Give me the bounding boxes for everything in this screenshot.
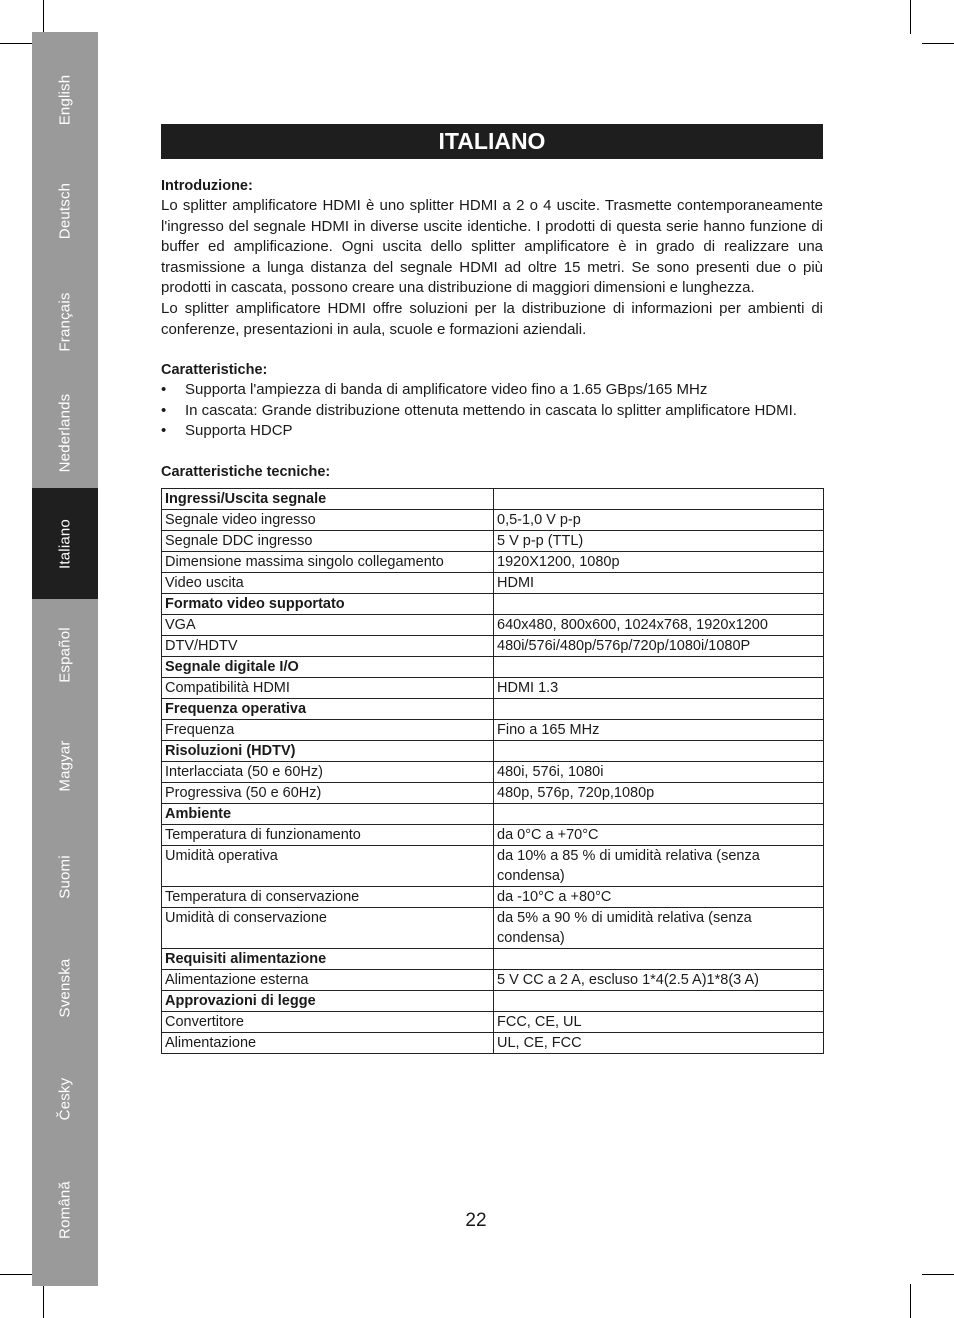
sidebar-tab-label: Español	[56, 626, 74, 683]
table-cell-value: 0,5-1,0 V p-p	[494, 509, 824, 530]
table-cell-label: Formato video supportato	[162, 593, 494, 614]
table-group-row	[162, 990, 824, 1011]
table-group-row	[162, 698, 824, 719]
crop-mark	[922, 1274, 954, 1275]
sidebar-tab-label: Suomi	[56, 854, 74, 899]
table-group-row	[162, 803, 824, 824]
specs-table	[161, 488, 824, 1054]
sidebar-tab-label: Česky	[56, 1077, 74, 1120]
table-row	[162, 886, 824, 907]
table-cell-label: Umidità operativa	[162, 845, 494, 886]
sidebar-tab-english[interactable]	[32, 44, 98, 155]
language-sidebar	[32, 32, 98, 1286]
table-cell-value: da 5% a 90 % di umidità relativa (senza condensa)	[494, 907, 824, 948]
table-cell-value: 480i/576i/480p/576p/720p/1080i/1080P	[494, 635, 824, 656]
table-row	[162, 614, 824, 635]
table-cell-label: DTV/HDTV	[162, 635, 494, 656]
sidebar-tab-label: Svenska	[56, 958, 74, 1017]
sidebar-tab-label: Italiano	[56, 518, 74, 569]
features-heading: Caratteristiche:	[161, 362, 268, 379]
sidebar-tab-magyar[interactable]	[32, 710, 98, 821]
table-cell-value: HDMI	[494, 572, 824, 593]
table-row	[162, 1032, 824, 1053]
table-row	[162, 782, 824, 803]
table-row	[162, 761, 824, 782]
table-cell-value: 5 V p-p (TTL)	[494, 530, 824, 551]
table-cell-label: Frequenza	[162, 719, 494, 740]
sidebar-tab-italiano[interactable]	[32, 488, 98, 599]
table-cell-value: 480p, 576p, 720p,1080p	[494, 782, 824, 803]
sidebar-tab-français[interactable]	[32, 266, 98, 377]
table-cell-label: Video uscita	[162, 572, 494, 593]
table-row	[162, 530, 824, 551]
table-cell-value: da 0°C a +70°C	[494, 824, 824, 845]
crop-mark	[922, 43, 954, 44]
table-row	[162, 635, 824, 656]
table-row	[162, 907, 824, 948]
sidebar-tab-label: Română	[56, 1180, 74, 1239]
table-row	[162, 969, 824, 990]
page-number: 22	[465, 1210, 487, 1231]
sidebar-tab-česky[interactable]	[32, 1043, 98, 1154]
sidebar-tab-label: Nederlands	[56, 393, 74, 472]
table-row	[162, 845, 824, 886]
table-cell-label: VGA	[162, 614, 494, 635]
table-cell-value: da -10°C a +80°C	[494, 886, 824, 907]
table-cell-value	[494, 948, 824, 969]
table-cell-label: Convertitore	[162, 1011, 494, 1032]
table-group-row	[162, 488, 824, 509]
sidebar-tab-nederlands[interactable]	[32, 377, 98, 488]
table-group-row	[162, 656, 824, 677]
crop-mark	[0, 1274, 32, 1275]
table-group-row	[162, 948, 824, 969]
sidebar-tab-svenska[interactable]	[32, 932, 98, 1043]
table-cell-label: Temperatura di conservazione	[162, 886, 494, 907]
features-list	[161, 380, 823, 442]
table-cell-label: Dimensione massima singolo collegamento	[162, 551, 494, 572]
crop-mark	[910, 0, 911, 34]
table-cell-value	[494, 698, 824, 719]
table-row	[162, 572, 824, 593]
crop-mark	[43, 0, 44, 34]
table-row	[162, 824, 824, 845]
table-cell-label: Alimentazione	[162, 1032, 494, 1053]
sidebar-tab-label: Français	[56, 291, 74, 352]
sidebar-tab-suomi[interactable]	[32, 821, 98, 932]
intro-paragraph: Lo splitter amplificatore HDMI è uno splitter HDMI a 2 o 4 uscite. Trasmette contemporaneamente l'ingresso del segnale HDMI in diverse uscite identiche. I prodotti di questa serie hanno funzione di buffer ed amplificazione. Ogni uscita dello splitter amplificatore è in grado di realizzare una trasmissione a lunga distanza del segnale HDMI ad oltre 15 metri. Se sono presenti due o più prodotti in cascata, possono creare una distribuzione di maggiori dimensioni e lunghezza.	[161, 197, 823, 297]
table-cell-label: Ambiente	[162, 803, 494, 824]
table-cell-value	[494, 593, 824, 614]
table-cell-label: Segnale DDC ingresso	[162, 530, 494, 551]
table-cell-label: Requisiti alimentazione	[162, 948, 494, 969]
list-item: • In cascata: Grande distribuzione ottenuta mettendo in cascata lo splitter amplificatore HDMI.	[161, 401, 823, 422]
intro-paragraph: Lo splitter amplificatore HDMI offre soluzioni per la distribuzione di informazioni per ambienti di conferenze, presentazioni in aula, scuole e formazioni aziendali.	[161, 299, 823, 338]
crop-mark	[0, 43, 32, 44]
table-cell-value: HDMI 1.3	[494, 677, 824, 698]
bullet-icon: •	[161, 401, 167, 419]
table-cell-label: Risoluzioni (HDTV)	[162, 740, 494, 761]
table-row	[162, 719, 824, 740]
table-cell-value: 5 V CC a 2 A, escluso 1*4(2.5 A)1*8(3 A)	[494, 969, 824, 990]
table-cell-label: Progressiva (50 e 60Hz)	[162, 782, 494, 803]
intro-heading: Introduzione:	[161, 178, 253, 194]
sidebar-tab-label: English	[56, 74, 74, 125]
list-item: • Supporta l'ampiezza di banda di amplificatore video fino a 1.65 GBps/165 MHz	[161, 380, 823, 401]
table-row	[162, 551, 824, 572]
sidebar-tab-deutsch[interactable]	[32, 155, 98, 266]
page-content	[161, 124, 823, 1054]
table-cell-label: Interlacciata (50 e 60Hz)	[162, 761, 494, 782]
table-cell-value: Fino a 165 MHz	[494, 719, 824, 740]
table-cell-value	[494, 656, 824, 677]
sidebar-tab-română[interactable]	[32, 1154, 98, 1265]
table-cell-label: Umidità di conservazione	[162, 907, 494, 948]
table-cell-value: 1920X1200, 1080p	[494, 551, 824, 572]
table-cell-label: Frequenza operativa	[162, 698, 494, 719]
table-cell-label: Compatibilità HDMI	[162, 677, 494, 698]
sidebar-tab-label: Magyar	[56, 739, 74, 792]
table-cell-value: 640x480, 800x600, 1024x768, 1920x1200	[494, 614, 824, 635]
table-group-row	[162, 593, 824, 614]
crop-mark	[43, 1284, 44, 1318]
table-cell-value: FCC, CE, UL	[494, 1011, 824, 1032]
table-cell-value	[494, 990, 824, 1011]
table-cell-value: da 10% a 85 % di umidità relativa (senza condensa)	[494, 845, 824, 886]
list-item: • Supporta HDCP	[161, 421, 823, 442]
bullet-icon: •	[161, 422, 167, 440]
table-cell-value: UL, CE, FCC	[494, 1032, 824, 1053]
specs-heading: Caratteristiche tecniche:	[161, 463, 331, 480]
bullet-icon: •	[161, 381, 167, 399]
table-cell-label: Approvazioni di legge	[162, 990, 494, 1011]
table-cell-value	[494, 740, 824, 761]
table-cell-label: Segnale digitale I/O	[162, 656, 494, 677]
table-cell-label: Temperatura di funzionamento	[162, 824, 494, 845]
table-row	[162, 1011, 824, 1032]
table-row	[162, 677, 824, 698]
table-cell-label: Alimentazione esterna	[162, 969, 494, 990]
table-cell-value	[494, 803, 824, 824]
table-cell-value: 480i, 576i, 1080i	[494, 761, 824, 782]
table-row	[162, 509, 824, 530]
sidebar-tab-label: Deutsch	[56, 182, 74, 239]
table-cell-value	[494, 488, 824, 509]
sidebar-tab-español[interactable]	[32, 599, 98, 710]
table-cell-label: Ingressi/Uscita segnale	[162, 488, 494, 509]
crop-mark	[910, 1284, 911, 1318]
table-cell-label: Segnale video ingresso	[162, 509, 494, 530]
table-group-row	[162, 740, 824, 761]
page-title: ITALIANO	[161, 124, 823, 159]
